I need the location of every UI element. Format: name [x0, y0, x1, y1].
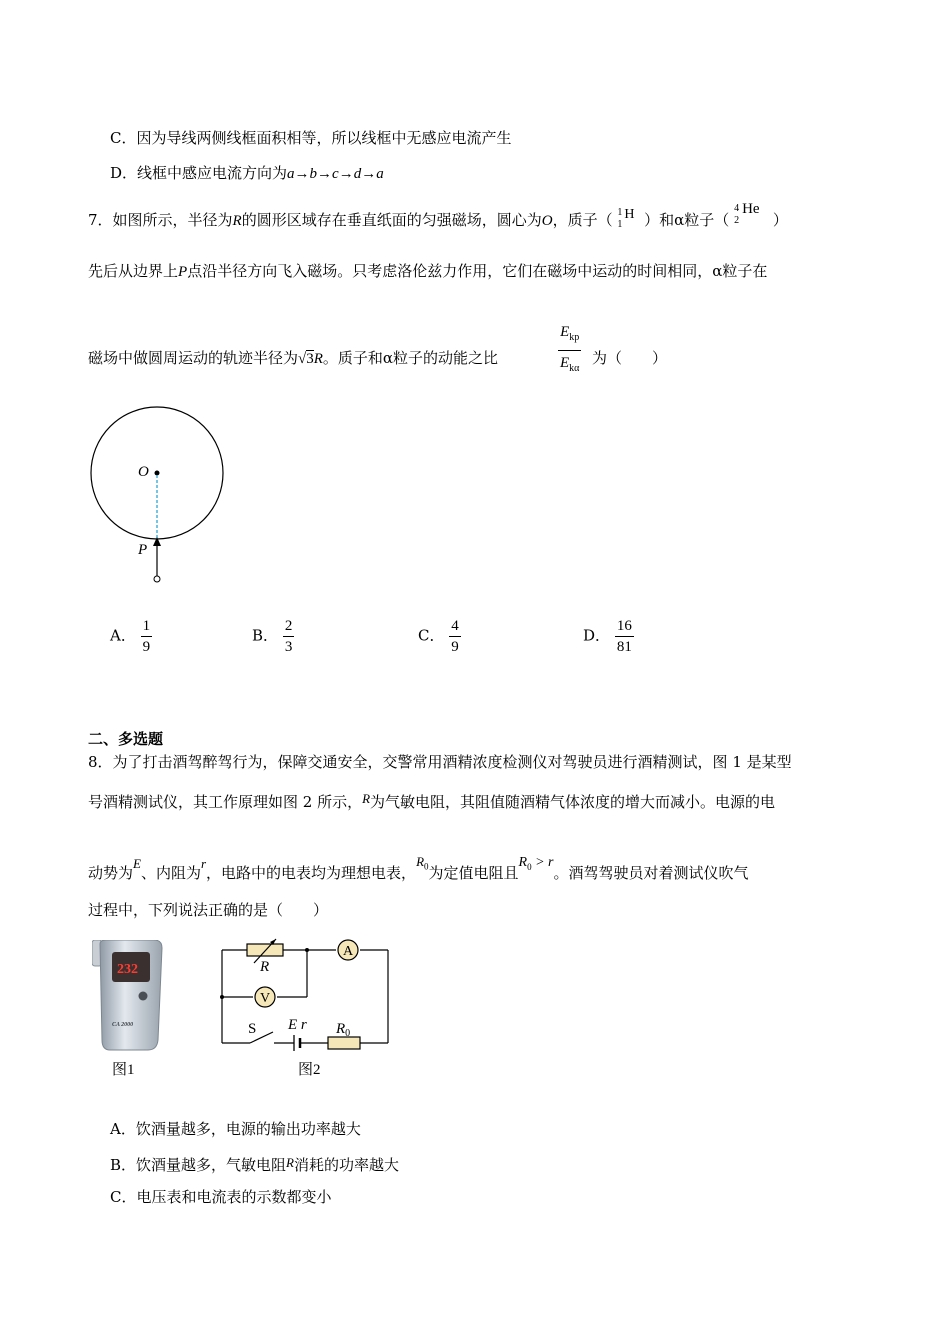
proton-symbol: H [624, 207, 635, 222]
option-fraction [449, 616, 461, 657]
proton-nuclide [617, 207, 639, 231]
q8-option-b [110, 1153, 399, 1175]
voltmeter-label: V [260, 991, 271, 1006]
cond-r: R [518, 855, 528, 870]
q8-line-3 [88, 852, 749, 883]
energy-ratio-fraction [558, 320, 581, 381]
cond-rest: > r [531, 855, 554, 870]
q7-var-r: R [232, 213, 242, 229]
ratio-denominator [558, 351, 581, 381]
q8-option-b-text: 消耗的功率越大 [293, 1156, 399, 1174]
option-label: B． [252, 626, 279, 645]
q6-option-c: C．因为导线两侧线框面积相等，所以线框中无感应电流产生 [110, 129, 512, 147]
ratio-num-sub: kp [569, 332, 580, 343]
sqrt-radicand: 3 [306, 351, 314, 367]
q7-text: 先后从边界上 [88, 262, 179, 280]
q7-option-b [252, 616, 294, 657]
resistor-label-r: R [260, 959, 270, 975]
q7-answer-blank: 为（ ） [592, 349, 668, 367]
circuit-diagram [210, 935, 400, 1060]
section-heading: 二、多选题 [88, 730, 164, 748]
q8-text: 动势为 [88, 864, 134, 882]
option-fraction [141, 616, 153, 657]
r0-sub: 0 [424, 861, 429, 872]
q6-option-d-path: a→b→c→d→a [287, 166, 384, 182]
alpha-nuclide [734, 201, 768, 231]
q8-text: 号酒精测试仪，其工作原理如图 2 所示， [88, 793, 363, 811]
q7-line-1 [88, 201, 788, 231]
label-o: O [138, 464, 149, 480]
q6-option-d [110, 163, 384, 184]
breathalyzer-figure [92, 940, 172, 1055]
option-fraction [615, 616, 634, 657]
q7-option-a [110, 616, 152, 657]
source-label: E r [288, 1017, 307, 1033]
q7-text: ） [772, 211, 788, 229]
ratio-den-sub: kα [569, 363, 580, 374]
ammeter-label: A [343, 944, 354, 959]
q8-text: 为定值电阻且 [428, 864, 519, 882]
q8-text: 、内阻为 [140, 864, 201, 882]
q7-text: 点沿半径方向飞入磁场。只考虑洛伦兹力作用，它们在磁场中运动的时间相同，α粒子在 [187, 262, 768, 280]
center-point [155, 471, 160, 476]
fraction-den: 9 [142, 639, 151, 655]
sqrt-var: R [313, 351, 323, 367]
figure-2-caption: 图2 [298, 1062, 321, 1078]
q7-line-3 [88, 348, 498, 369]
option-label: C． [418, 626, 445, 645]
q8-r0 [416, 854, 429, 872]
q8-option-a: A．饮酒量越多，电源的输出功率越大 [110, 1120, 361, 1138]
ratio-num-e: E [560, 324, 570, 340]
junction [305, 948, 309, 952]
r0-label-letter: R [336, 1021, 346, 1037]
q8-var-e: E [133, 856, 141, 871]
option-label: D． [583, 626, 611, 645]
q7-text: 7．如图所示，半径为 [88, 211, 233, 229]
q8-var-r-small: r [200, 856, 207, 871]
ratio-numerator [558, 320, 581, 351]
q8-option-b-text: B．饮酒量越多，气敏电阻 [110, 1156, 287, 1174]
q7-option-c [418, 616, 461, 657]
q8-text: 。酒驾驾驶员对着测试仪吹气 [553, 864, 749, 882]
q8-line-2 [88, 789, 775, 812]
q7-text: ，质子（ [552, 211, 613, 229]
alpha-symbol: He [742, 201, 760, 217]
ratio-den-e: E [560, 355, 570, 371]
sqrt-expression: √3R [298, 351, 323, 367]
fraction-den: 3 [284, 639, 293, 655]
q8-var-r: R [362, 791, 371, 806]
launch-point [154, 576, 160, 582]
q7-option-d [583, 616, 634, 657]
q7-line-2 [88, 261, 767, 282]
option-label: A． [110, 626, 136, 645]
option-fraction [283, 616, 295, 657]
proton-mass-number: 1 [617, 207, 623, 218]
device-button [139, 992, 148, 1001]
q8-text: 为气敏电阻，其阻值随酒精气体浓度的增大而减小。电源的电 [370, 793, 776, 811]
q8-text: ，电路中的电表均为理想电表， [206, 864, 417, 882]
q7-var-o: O [541, 213, 553, 229]
fraction-den: 9 [451, 639, 459, 655]
magnetic-field-figure [85, 400, 235, 590]
figure-1-caption: 图1 [112, 1062, 135, 1078]
q8-line-1: 8．为了打击酒驾醉驾行为，保障交通安全，交警常用酒精浓度检测仪对驾驶员进行酒精测试，图 1 是某型 [88, 753, 792, 771]
q6-option-d-text: D．线框中感应电流方向为 [110, 164, 288, 182]
fraction-num: 4 [449, 616, 461, 637]
junction [220, 995, 224, 999]
r0-label-sub: 0 [345, 1028, 351, 1039]
fraction-num: 2 [283, 616, 295, 637]
gas-sensor-resistor [247, 944, 283, 956]
q8-option-c: C．电压表和电流表的示数都变小 [110, 1188, 332, 1206]
q8-condition [519, 855, 554, 870]
fraction-num: 1 [141, 616, 153, 637]
proton-charge-number: 1 [617, 219, 623, 230]
cond-sub: 0 [527, 861, 532, 872]
switch-label-s: S [248, 1021, 257, 1037]
q7-var-p: P [178, 264, 188, 280]
q7-text: ）和α粒子（ [644, 211, 730, 229]
q7-text: 磁场中做圆周运动的轨迹半径为 [88, 349, 299, 367]
q8-option-b-var: R [286, 1155, 294, 1170]
q7-text: 。质子和α粒子的动能之比 [322, 349, 499, 367]
r0-letter: R [416, 854, 425, 869]
fixed-resistor-r0 [328, 1037, 360, 1049]
device-model: CA 2000 [112, 1022, 134, 1028]
device-display-value: 232 [117, 962, 138, 977]
r0-label [335, 1021, 350, 1039]
label-p: P [138, 542, 148, 558]
q7-text: 的圆形区域存在垂直纸面的匀强磁场，圆心为 [241, 211, 542, 229]
fraction-num: 16 [615, 616, 634, 637]
alpha-mass-number: 4 [734, 203, 740, 214]
fraction-den: 81 [616, 639, 632, 655]
q8-line-4: 过程中，下列说法正确的是（ ） [88, 901, 329, 919]
alpha-charge-number: 2 [734, 215, 740, 226]
